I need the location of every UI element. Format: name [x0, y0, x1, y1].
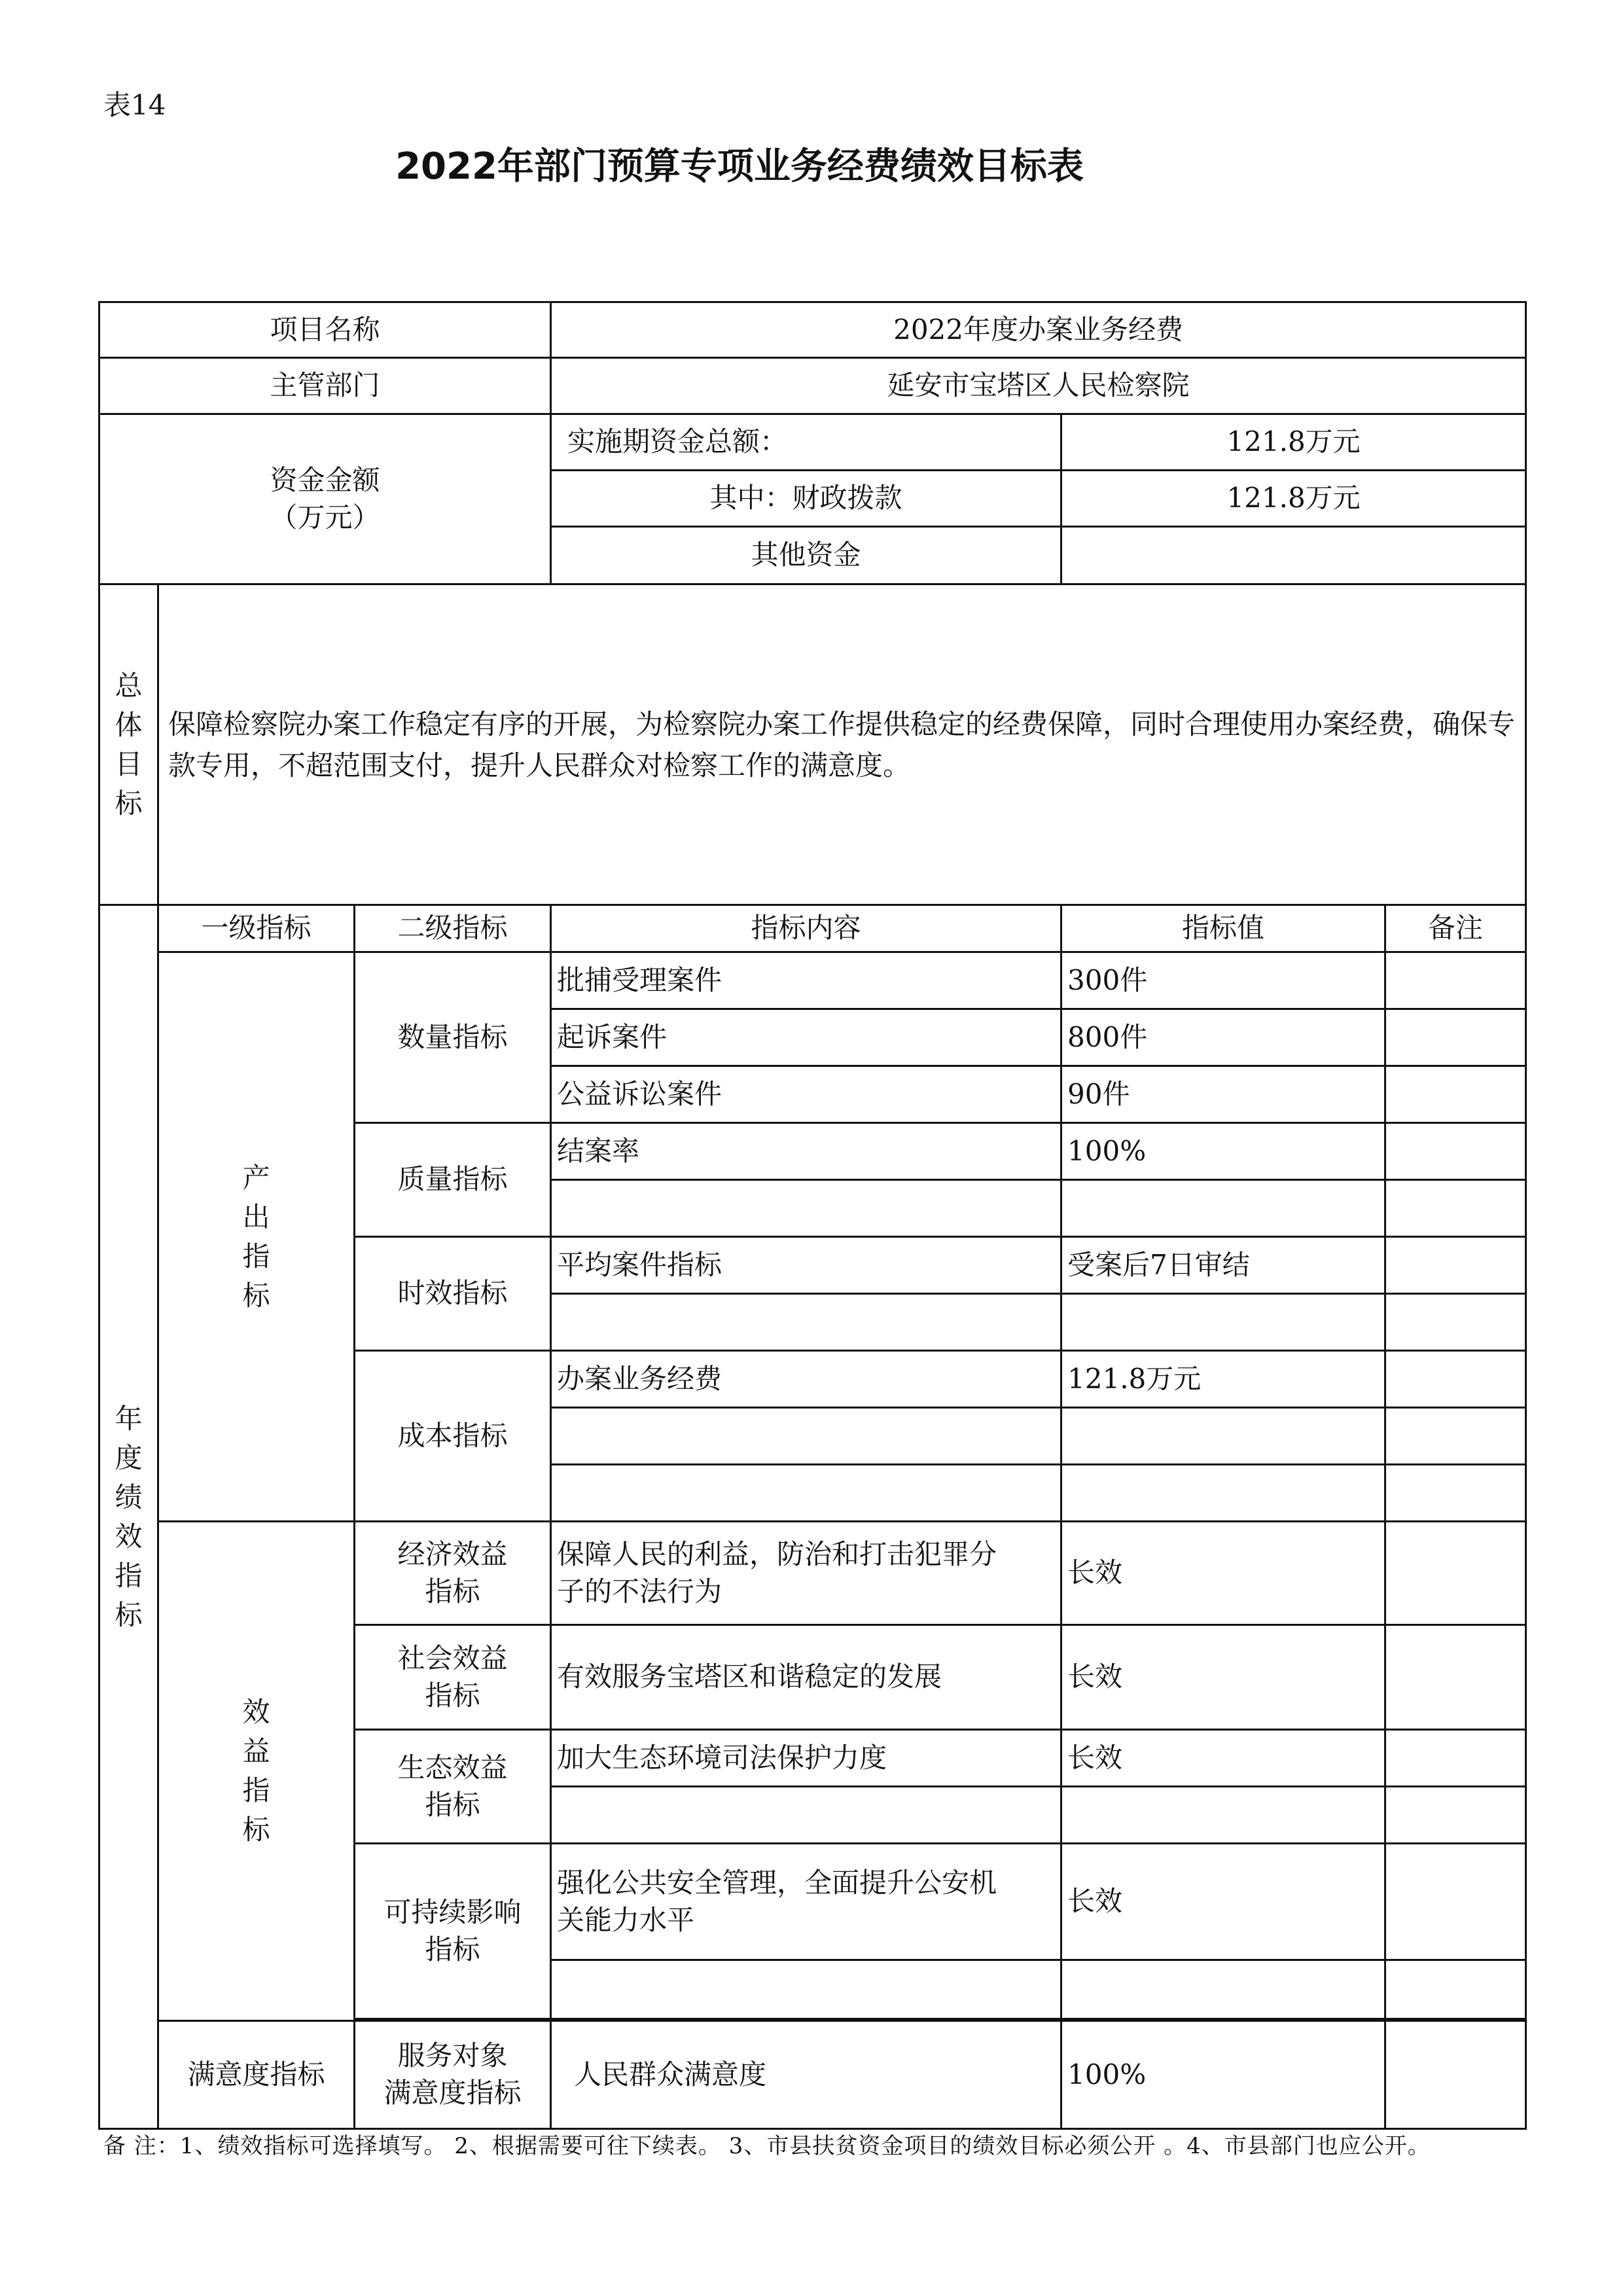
fiscal-funds-label: 其中：财政拨款 — [551, 471, 1061, 527]
page-title: 2022年部门预算专项业务经费绩效目标表 — [395, 145, 1084, 188]
indicator-value — [1061, 1408, 1385, 1465]
indicator-value: 100% — [1061, 2021, 1385, 2129]
indicator-content: 强化公共安全管理，全面提升公安机 关能力水平 — [551, 1844, 1061, 1960]
department-label: 主管部门 — [99, 358, 551, 414]
header-level1: 一级指标 — [158, 905, 355, 952]
overall-goal-label: 总 体 目 标 — [99, 584, 158, 905]
timeliness-indicator-label: 时效指标 — [355, 1237, 551, 1351]
remark-cell — [1385, 1730, 1526, 1787]
footnote: 备 注：1、绩效指标可选择填写。 2、根据需要可往下续表。 3、市县扶贫资金项目的绩效目标必须公开 。4、市县部门也应公开。 — [103, 2133, 1431, 2159]
indicator-value: 长效 — [1061, 1730, 1385, 1787]
indicator-content: 平均案件指标 — [551, 1237, 1061, 1294]
remark-cell — [1385, 1625, 1526, 1730]
indicator-value: 受案后7日审结 — [1061, 1237, 1385, 1294]
indicator-value — [1061, 1465, 1385, 1522]
indicator-content: 批捕受理案件 — [551, 952, 1061, 1009]
indicator-content — [551, 1787, 1061, 1844]
indicator-value: 90件 — [1061, 1066, 1385, 1123]
indicator-value: 长效 — [1061, 1522, 1385, 1625]
header-remark: 备注 — [1385, 905, 1526, 952]
performance-goal-table — [98, 301, 1527, 2130]
indicator-content: 公益诉讼案件 — [551, 1066, 1061, 1123]
project-name-label: 项目名称 — [99, 302, 551, 358]
fiscal-funds-value: 121.8万元 — [1061, 471, 1526, 527]
remark-cell — [1385, 1066, 1526, 1123]
header-value: 指标值 — [1061, 905, 1385, 952]
indicator-content — [551, 1960, 1061, 2019]
annual-indicator-label: 年 度 绩 效 指 标 — [99, 905, 158, 2129]
remark-cell — [1385, 1351, 1526, 1408]
indicator-content — [551, 1465, 1061, 1522]
indicator-value — [1061, 1180, 1385, 1237]
remark-cell — [1385, 1408, 1526, 1465]
remark-cell — [1385, 2021, 1526, 2129]
other-funds-label: 其他资金 — [551, 527, 1061, 584]
total-funds-value: 121.8万元 — [1061, 414, 1526, 471]
satisfaction-indicator-label: 满意度指标 — [158, 2021, 355, 2129]
table-number: 表14 — [103, 89, 166, 121]
indicator-value — [1061, 1294, 1385, 1351]
header-level2: 二级指标 — [355, 905, 551, 952]
indicator-content: 起诉案件 — [551, 1009, 1061, 1066]
remark-cell — [1385, 1180, 1526, 1237]
indicator-value: 121.8万元 — [1061, 1351, 1385, 1408]
total-funds-label: 实施期资金总额： — [551, 414, 1061, 471]
sustainable-impact-label: 可持续影响 指标 — [355, 1844, 551, 2019]
social-benefit-label: 社会效益 指标 — [355, 1625, 551, 1730]
overall-goal-text: 保障检察院办案工作稳定有序的开展，为检察院办案工作提供稳定的经费保障，同时合理使用办案经费，确保专款专用，不超范围支付，提升人民群众对检察工作的满意度。 — [158, 584, 1526, 905]
indicator-content — [551, 1180, 1061, 1237]
indicator-value — [1061, 1787, 1385, 1844]
indicator-value: 300件 — [1061, 952, 1385, 1009]
cost-indicator-label: 成本指标 — [355, 1351, 551, 1522]
indicator-content: 有效服务宝塔区和谐稳定的发展 — [551, 1625, 1061, 1730]
indicator-content: 结案率 — [551, 1123, 1061, 1180]
economic-benefit-label: 经济效益 指标 — [355, 1522, 551, 1625]
remark-cell — [1385, 1844, 1526, 1960]
remark-cell — [1385, 1465, 1526, 1522]
fund-amount-label-line1: 资金金额 — [270, 463, 380, 496]
indicator-value: 800件 — [1061, 1009, 1385, 1066]
remark-cell — [1385, 1522, 1526, 1625]
fund-amount-label — [99, 414, 551, 584]
indicator-value: 100% — [1061, 1123, 1385, 1180]
department-value: 延安市宝塔区人民检察院 — [551, 358, 1526, 414]
indicator-content: 加大生态环境司法保护力度 — [551, 1730, 1061, 1787]
indicator-content: 保障人民的利益，防治和打击犯罪分 子的不法行为 — [551, 1522, 1061, 1625]
remark-cell — [1385, 1009, 1526, 1066]
remark-cell — [1385, 1787, 1526, 1844]
indicator-value — [1061, 1960, 1385, 2019]
other-funds-value — [1061, 527, 1526, 584]
remark-cell — [1385, 1294, 1526, 1351]
indicator-content — [551, 1294, 1061, 1351]
project-name-value: 2022年度办案业务经费 — [551, 302, 1526, 358]
output-indicator-label: 产 出 指 标 — [158, 952, 355, 1522]
indicator-content: 人民群众满意度 — [551, 2021, 1061, 2129]
indicator-content — [551, 1408, 1061, 1465]
ecological-benefit-label: 生态效益 指标 — [355, 1730, 551, 1844]
remark-cell — [1385, 1123, 1526, 1180]
indicator-value: 长效 — [1061, 1844, 1385, 1960]
remark-cell — [1385, 1960, 1526, 2019]
service-satisfaction-label: 服务对象 满意度指标 — [355, 2021, 551, 2129]
indicator-value: 长效 — [1061, 1625, 1385, 1730]
quantity-indicator-label: 数量指标 — [355, 952, 551, 1123]
remark-cell — [1385, 1237, 1526, 1294]
quality-indicator-label: 质量指标 — [355, 1123, 551, 1237]
header-content: 指标内容 — [551, 905, 1061, 952]
indicator-content: 办案业务经费 — [551, 1351, 1061, 1408]
remark-cell — [1385, 952, 1526, 1009]
benefit-indicator-label: 效 益 指 标 — [158, 1522, 355, 2021]
fund-amount-label-line2: （万元） — [270, 501, 380, 533]
